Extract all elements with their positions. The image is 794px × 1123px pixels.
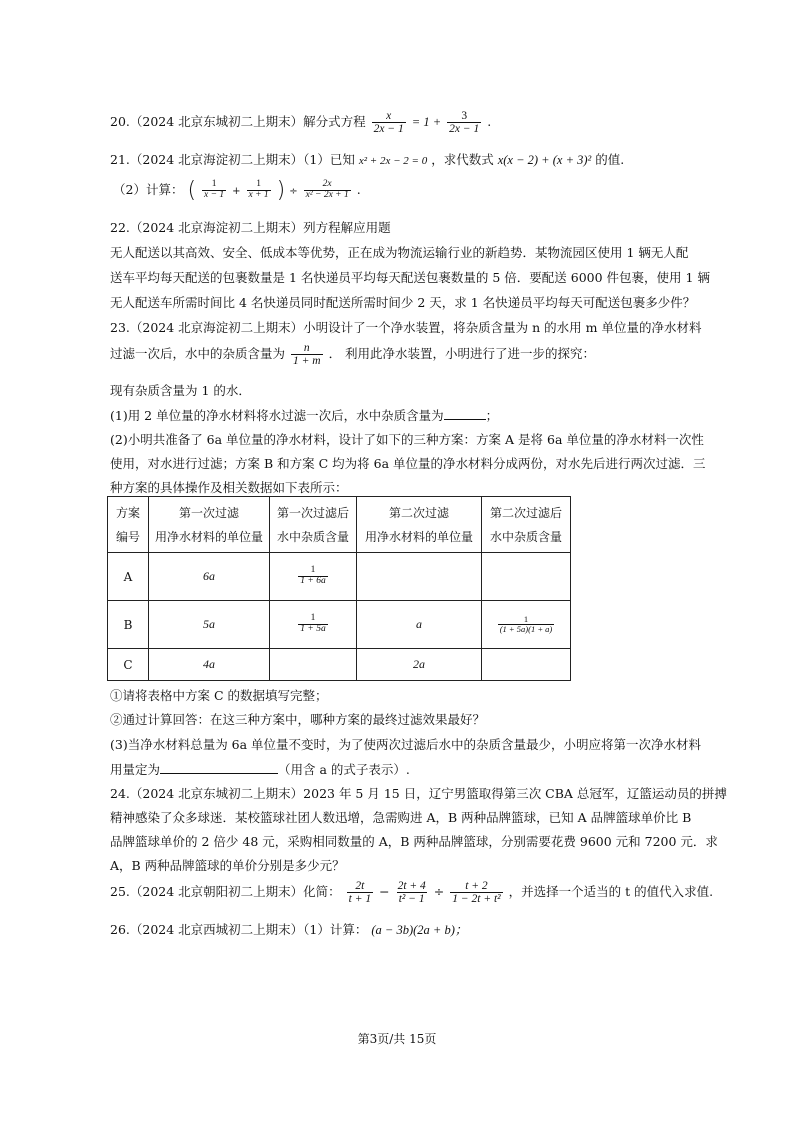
q21-line-2: （2）计算： ( $\frac{1}{x - 1}$ + $\frac{1}{x + 1}$ ) ÷ $\frac{2x}{\text{x² − 2x + 1}}$ . bbox=[113, 178, 361, 203]
table-row-a: A 6a $\frac{1}{1 + 6a}$ bbox=[108, 553, 571, 601]
q26-line: 26.（2024 北京西城初二上期末）（1）计算： (a − 3b)(2a + b)； bbox=[110, 922, 468, 937]
q23-part-1: (1)用 2 单位量的净水材料将水过滤一次后，水中杂质含量为 ； bbox=[110, 408, 499, 423]
table-row-b: B 5a $\frac{1}{1 + 5a}$ a $\frac{1}{(1 + 5a)(1 + a)}$ bbox=[108, 601, 571, 649]
cell-a-second bbox=[357, 553, 482, 601]
q23-part-2-line-2: 使用，对水进行过滤；方案 B 和方案 C 均为将 6a 单位量的净水材料分成两份，对水先后进行两次过滤．三 bbox=[110, 456, 706, 471]
table-header-row bbox=[108, 497, 571, 553]
cell-c-second-after[interactable] bbox=[482, 649, 571, 681]
q23-part-3-line-2: 用量定为 （用含 a 的式子表示）. bbox=[110, 762, 410, 777]
q24-line-3: 品牌篮球单价的 2 倍少 48 元，采购相同数量的 A，B 两种品牌篮球，分别需要花费 9600 元和 7200 元．求 bbox=[110, 834, 718, 849]
q20-fraction-1: $\frac{x}{2x - 1}$ bbox=[373, 110, 404, 136]
q23-sub-2: ②通过计算回答：在这三种方案中，哪种方案的最终过滤效果最好？ bbox=[110, 712, 486, 727]
q25-line: 25.（2024 北京朝阳初二上期末）化简： $\frac{2t}{t + 1}$ − $\frac{2t + 4}{\text{t² − 1}}$ ÷ $\frac{t + 2}{\text{1 − 2t + t²}}$ ，并选择一个适当的 t 的值代入求值. bbox=[110, 880, 714, 906]
q24-line-4: A，B 两种品牌篮球的单价分别是多少元？ bbox=[110, 858, 345, 873]
q22-title: 22.（2024 北京海淀初二上期末）列方程解应用题 bbox=[110, 220, 391, 235]
cell-a-second-after bbox=[482, 553, 571, 601]
q22-line-3: 无人配送车所需时间比 4 名快递员同时配送所需时间少 2 天，求 1 名快递员平均每天可配送包裹多少件？ bbox=[110, 295, 696, 310]
plan-table bbox=[107, 496, 571, 681]
q23-part-2-line-1: (2)小明共准备了 6a 单位量的净水材料，设计了如下的三种方案：方案 A 是将 6a 单位量的净水材料一次性 bbox=[110, 432, 704, 447]
cell-c-first-after[interactable] bbox=[270, 649, 357, 681]
q20-text: 20.（2024 北京东城初二上期末）解分式方程 bbox=[110, 114, 366, 130]
page-footer: 第3页/共 15页 bbox=[357, 1032, 437, 1046]
header-first-impurity: 第一次过滤后 水中杂质含量 bbox=[270, 497, 357, 553]
q23-part-2-line-3: 种方案的具体操作及相关数据如下表所示： bbox=[110, 480, 348, 495]
header-second-amount: 第二次过滤 用净水材料的单位量 bbox=[357, 497, 482, 553]
q23-line-2: 过滤一次后，水中的杂质含量为 $\frac{n}{1 + m}$ ． 利用此净水装置，小明进行了进一步的探究： bbox=[110, 342, 596, 368]
header-plan: 方案 编号 bbox=[108, 497, 149, 553]
answer-blank-2[interactable] bbox=[160, 773, 278, 774]
q21-line-1: 21.（2024 北京海淀初二上期末）（1）已知 x² + 2x − 2 = 0 ，求代数式 x(x − 2) + (x + 3)² 的值. bbox=[110, 152, 625, 167]
header-first-amount: 第一次过滤 用净水材料的单位量 bbox=[149, 497, 270, 553]
q22-line-1: 无人配送以其高效、安全、低成本等优势，正在成为物流运输行业的新趋势．某物流园区使用 1 辆无人配 bbox=[110, 245, 689, 260]
q24-line-1: 24.（2024 北京东城初二上期末）2023 年 5 月 15 日，辽宁男篮取得第三次 CBA 总冠军，辽篮运动员的拼搏 bbox=[110, 786, 727, 801]
q22-line-2: 送车平均每天配送的包裹数量是 1 名快递员平均每天配送包裹数量的 5 倍．要配送 6000 件包裹，使用 1 辆 bbox=[110, 270, 710, 285]
q20-line: 20.（2024 北京东城初二上期末）解分式方程 $\frac{x}{2x - 1}$ = 1 + $\frac{3}{2x - 1}$ . bbox=[110, 110, 492, 136]
header-second-impurity: 第二次过滤后 水中杂质含量 bbox=[482, 497, 571, 553]
table-row-c: C 4a 2a bbox=[108, 649, 571, 681]
answer-blank-1[interactable] bbox=[444, 419, 486, 420]
q23-line-1: 23.（2024 北京海淀初二上期末）小明设计了一个净水装置，将杂质含量为 n 的水用 m 单位量的净水材料 bbox=[110, 320, 702, 335]
q23-line-3: 现有杂质含量为 1 的水． bbox=[110, 383, 251, 398]
q23-sub-1: ①请将表格中方案 C 的数据填写完整； bbox=[110, 688, 328, 703]
q20-fraction-2: $\frac{3}{2x - 1}$ bbox=[449, 110, 480, 136]
q24-line-2: 精神感染了众多球迷．某校篮球社团人数迅增，急需购进 A，B 两种品牌篮球，已知 A 品牌篮球单价比 B bbox=[110, 810, 692, 825]
q23-part-3-line-1: (3)当净水材料总量为 6a 单位量不变时，为了使两次过滤后水中的杂质含量最少，小明应将第一次净水材料 bbox=[110, 737, 702, 752]
